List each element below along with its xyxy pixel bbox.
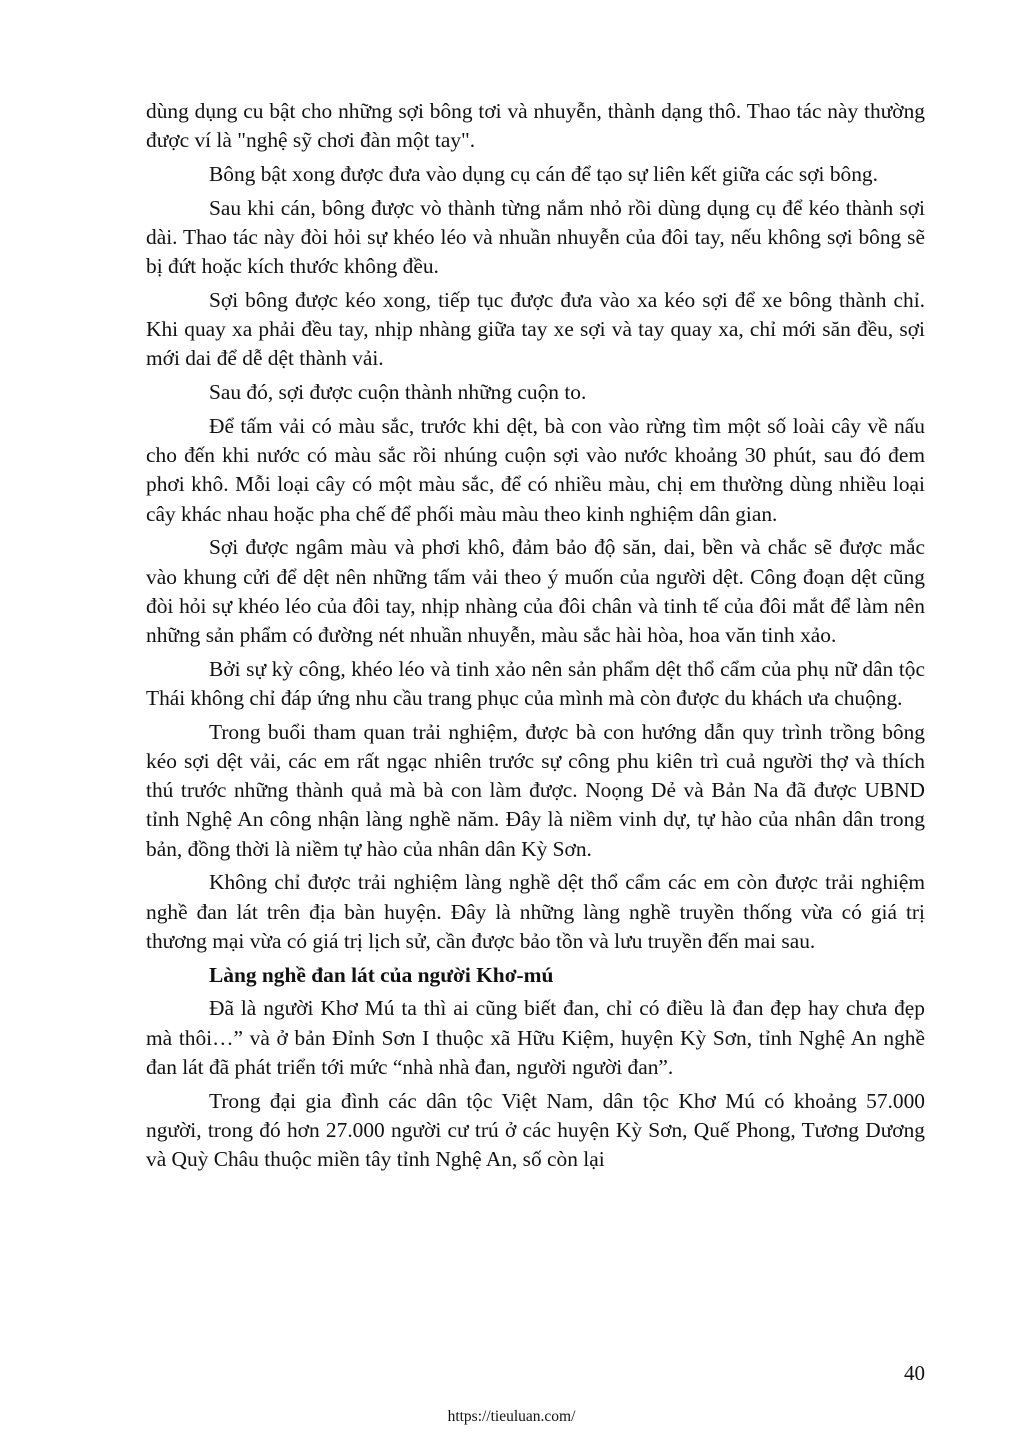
paragraph: Sợi được ngâm màu và phơi khô, đảm bảo độ săn, dai, bền và chắc sẽ được mắc vào khung cửi để dệt nên những tấm vải theo ý muốn của người dệt. Công đoạn dệt cũng đòi hỏi sự khéo léo của đôi tay, nhịp nhàng của đôi chân và tinh tế của đôi mắt để làm nên những sản phẩm có đường nét nhuần nhuyễn, màu sắc hài hòa, hoa văn tinh xảo. <box>146 535 925 648</box>
paragraph: Bông bật xong được đưa vào dụng cụ cán để tạo sự liên kết giữa các sợi bông. <box>209 162 878 186</box>
section-heading: Làng nghề đan lát của người Khơ-mú <box>209 962 554 987</box>
paragraph: Trong buổi tham quan trải nghiệm, được bà con hướng dẫn quy trình trồng bông kéo sợi dệt vải, các em rất ngạc nhiên trước sự công phu kiên trì cuả người thợ và thích thú trước những thành quả mà bà con làm được. Noọng Dẻ và Bản Na đã được UBND tỉnh Nghệ An công nhận làng nghề năm. Đây là niềm vinh dự, tự hào của nhân dân trong bản, đồng thời là niềm tự hào của nhân dân Kỳ Sơn. <box>146 719 925 861</box>
paragraph: Sợi bông được kéo xong, tiếp tục được đưa vào xa kéo sợi để xe bông thành chỉ. Khi quay xa phải đều tay, nhịp nhàng giữa tay xe sợi và tay quay xa, chỉ mới săn đều, sợi mới dai để dễ dệt thành vải. <box>146 288 925 371</box>
paragraph: Để tấm vải có màu sắc, trước khi dệt, bà con vào rừng tìm một số loài cây về nấu cho đến khi nước có màu sắc rồi nhúng cuộn sợi vào nước khoảng 30 phút, sau đó đem phơi khô. Mỗi loại cây có một màu sắc, để có nhiều màu, chị em thường dùng nhiều loại cây khác nhau hoặc pha chế để phối màu màu theo kinh nghiệm dân gian. <box>146 414 925 526</box>
page-number: 40 <box>904 1361 925 1385</box>
paragraph: Bởi sự kỳ công, khéo léo và tinh xảo nên sản phẩm dệt thổ cẩm của phụ nữ dân tộc Thái không chỉ đáp ứng nhu cầu trang phục của mình mà còn được du khách ưa chuộng. <box>146 656 925 711</box>
paragraph: Đã là người Khơ Mú ta thì ai cũng biết đan, chỉ có điều là đan đẹp hay chưa đẹp mà thôi…” và ở bản Đỉnh Sơn I thuộc xã Hữu Kiệm, huyện Kỳ Sơn, tỉnh Nghệ An nghề đan lát đã phát triển tới mức “nhà nhà đan, người người đan”. <box>146 996 925 1079</box>
paragraph: dùng dụng cu bật cho những sợi bông tơi và nhuyễn, thành dạng thô. Thao tác này thường được ví là "nghệ sỹ chơi đàn một tay". <box>146 99 925 153</box>
footer-url[interactable]: https://tieuluan.com/ <box>447 1408 576 1425</box>
paragraph: Sau khi cán, bông được vò thành từng nắm nhỏ rồi dùng dụng cụ để kéo thành sợi dài. Thao tác này đòi hỏi sự khéo léo và nhuần nhuyễn của đôi tay, nếu không sợi bông sẽ bị đứt hoặc kích thước không đều. <box>146 195 925 279</box>
paragraph: Sau đó, sợi được cuộn thành những cuộn to. <box>209 380 587 405</box>
paragraph: Trong đại gia đình các dân tộc Việt Nam, dân tộc Khơ Mú có khoảng 57.000 người, trong đó hơn 27.000 người cư trú ở các huyện Kỳ Sơn, Quế Phong, Tương Dương và Quỳ Châu thuộc miền tây tỉnh Nghệ An, số còn lại <box>146 1088 925 1172</box>
paragraph: Không chỉ được trải nghiệm làng nghề dệt thổ cẩm các em còn được trải nghiệm nghề đan lát trên địa bàn huyện. Đây là những làng nghề truyền thống vừa có giá trị thương mại vừa có giá trị lịch sử, cần được bảo tồn và lưu truyền đến mai sau. <box>146 870 925 953</box>
document-body <box>146 97 925 1179</box>
